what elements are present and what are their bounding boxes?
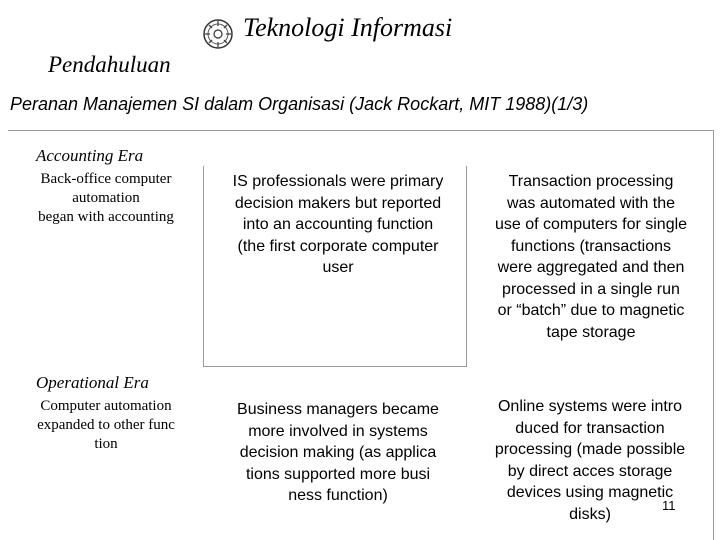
page-number: 11 (662, 498, 676, 513)
table-cell-systems: Transaction processing was automated with the use of computers for single functions (transactions were aggregated and then processed in a single run or “batch” due to magnetic tape storage (494, 173, 688, 341)
era-description: Computer automation expanded to other func tion (37, 398, 175, 452)
table-column-divider (203, 166, 204, 366)
slide-heading: Peranan Manajemen SI dalam Organisasi (Jack Rockart, MIT 1988)(1/3) (10, 94, 589, 114)
table-cell-is-role: Business managers became more involved in systems decision making (as applica tions supported more busi ness function) (237, 401, 439, 504)
table-cell-is-role: IS professionals were primary decision makers but reported into an accounting function (the first corporate computer user (232, 173, 444, 276)
era-label: Accounting Era (36, 146, 144, 165)
table-cell-systems: Online systems were intro duced for transaction processing (made possible by direct acces storage devices using magnetic disks) (494, 398, 686, 523)
header-title: Teknologi Informasi (243, 13, 453, 42)
table-column-divider (466, 166, 467, 366)
table-top-border (8, 130, 714, 131)
table-right-border (713, 130, 714, 540)
university-seal-icon (203, 19, 233, 49)
section-title: Pendahuluan (48, 52, 171, 77)
table-row-divider (203, 366, 467, 367)
era-label: Operational Era (36, 373, 149, 392)
era-description: Back-office computer automation began with accounting (38, 171, 174, 225)
